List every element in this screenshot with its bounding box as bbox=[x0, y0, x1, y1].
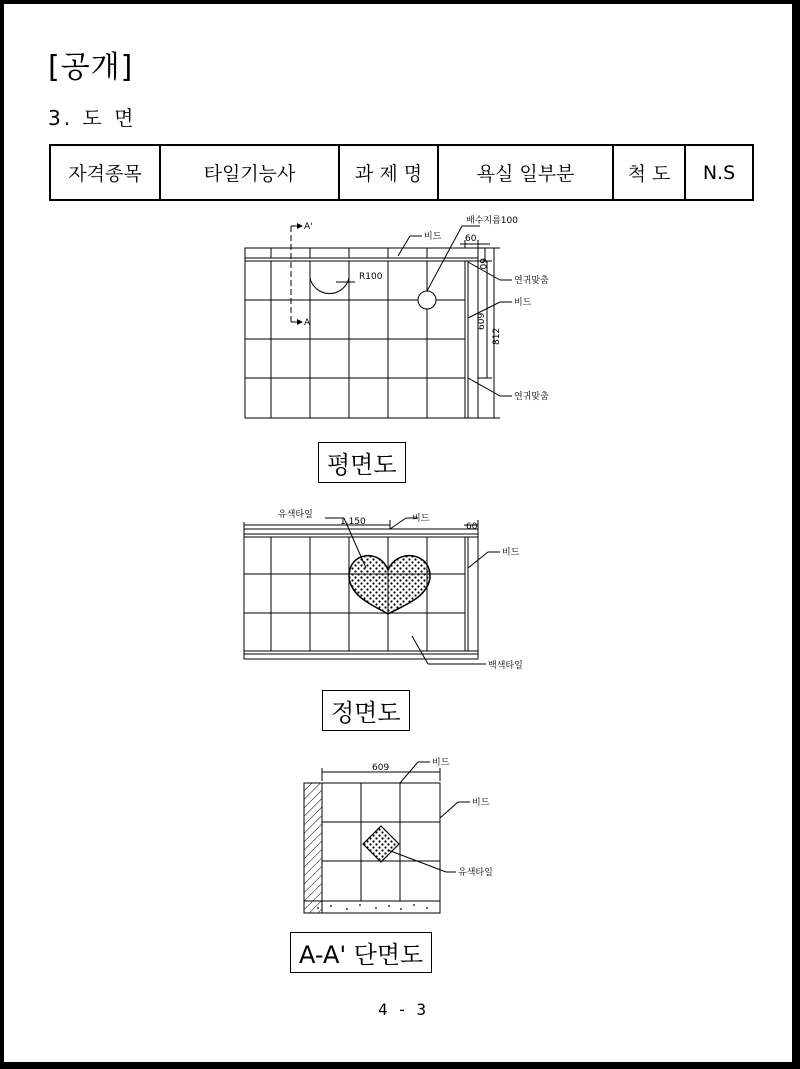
section-bead-right: 비드 bbox=[472, 798, 490, 808]
plan-view bbox=[245, 226, 512, 418]
plan-dim-60-h: 60 bbox=[465, 234, 477, 244]
task-value: 욕실 일부분 bbox=[438, 145, 613, 200]
front-view bbox=[244, 518, 500, 664]
plan-edge-bottom: 연귀맞춤 bbox=[514, 392, 549, 402]
plan-edge-top: 연귀맞춤 bbox=[514, 276, 549, 286]
front-bead-right: 비드 bbox=[502, 548, 520, 558]
scale-label: 척 도 bbox=[613, 145, 685, 200]
plan-bead-right: 비드 bbox=[514, 298, 532, 308]
page-number: 4 - 3 bbox=[378, 1000, 427, 1019]
section-colored-tile: 유색타일 bbox=[458, 868, 493, 878]
task-label: 과 제 명 bbox=[339, 145, 438, 200]
front-view-title: 정면도 bbox=[322, 690, 410, 731]
plan-dim-812: 812 bbox=[492, 327, 502, 345]
front-white-tile: 백색타일 bbox=[488, 661, 523, 671]
base-mortar-specks bbox=[317, 904, 428, 910]
subject-value: 타일기능사 bbox=[160, 145, 339, 200]
plan-a-label: A bbox=[304, 318, 311, 328]
front-dim-1150: 1,150 bbox=[340, 517, 366, 527]
front-dim-60: 60 bbox=[466, 522, 478, 532]
plan-dim-60-v: 60 bbox=[477, 258, 487, 270]
disclosure-header: [공개] bbox=[48, 50, 134, 85]
front-bead-top: 비드 bbox=[412, 514, 430, 524]
front-colored-tile: 유색타일 bbox=[278, 510, 313, 520]
plan-drain-label: 배수지름100 bbox=[466, 216, 518, 226]
plan-view-title: 평면도 bbox=[318, 442, 406, 483]
subject-label: 자격종목 bbox=[50, 145, 160, 200]
section-view-title: A-A' 단면도 bbox=[290, 932, 432, 973]
section-view bbox=[304, 762, 470, 913]
plan-r100-label: R100 bbox=[359, 272, 383, 282]
section-heading: 3. 도 면 bbox=[48, 106, 137, 130]
plan-aprime-label: A' bbox=[304, 222, 313, 232]
section-dim-609: 609 bbox=[372, 763, 390, 773]
plan-dim-609: 609 bbox=[477, 312, 487, 330]
plan-bead-top: 비드 bbox=[424, 232, 442, 242]
scale-value: N.S bbox=[685, 145, 753, 200]
section-bead-top: 비드 bbox=[432, 758, 450, 768]
